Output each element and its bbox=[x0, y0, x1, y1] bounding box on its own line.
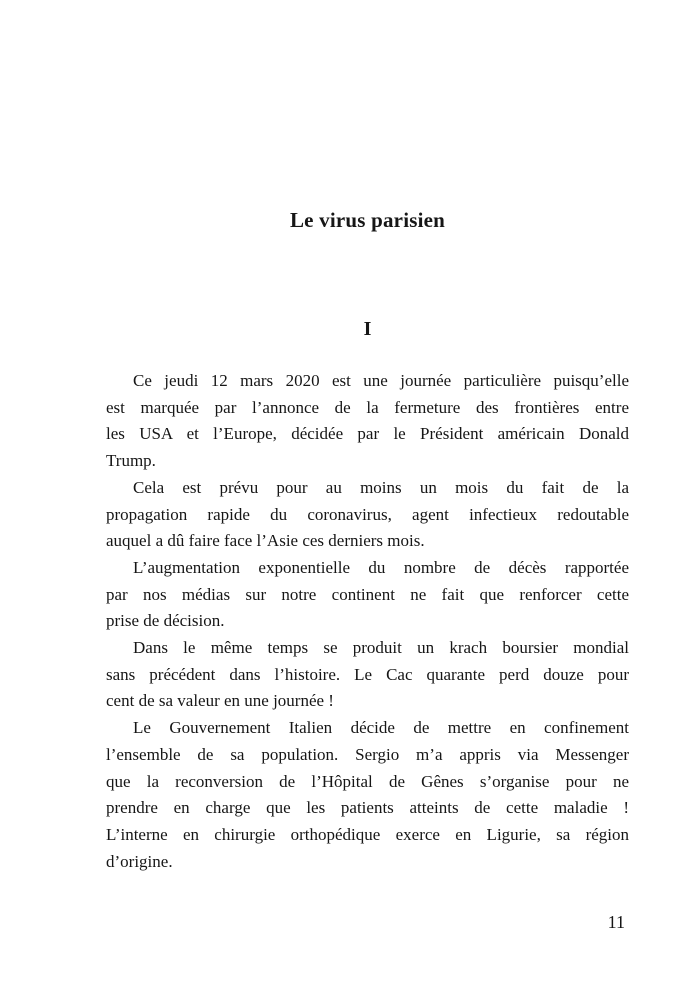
paragraph bbox=[106, 368, 629, 475]
body-text bbox=[106, 368, 629, 875]
text-line: que la reconversion de l’Hôpital de Gênes s’organise pour ne bbox=[106, 771, 629, 791]
paragraph bbox=[106, 715, 629, 875]
text-line: prise de décision. bbox=[106, 611, 225, 631]
text-line: d’origine. bbox=[106, 851, 173, 871]
book-title: Le virus parisien bbox=[289, 208, 446, 232]
chapter-number: I bbox=[363, 318, 372, 340]
text-line: propagation rapide du coronavirus, agent infectieux redoutable bbox=[106, 504, 629, 524]
text-line: les USA et l’Europe, décidée par le Président américain Donald bbox=[106, 424, 629, 444]
text-line: cent de sa valeur en une journée ! bbox=[106, 691, 334, 711]
text-line: l’ensemble de sa population. Sergio m’a appris via Messenger bbox=[106, 744, 629, 764]
text-line: Le Gouvernement Italien décide de mettre en confinement bbox=[133, 718, 629, 738]
paragraph bbox=[106, 475, 629, 555]
text-line: L’interne en chirurgie orthopédique exerce en Ligurie, sa région bbox=[106, 824, 629, 844]
paragraph bbox=[106, 555, 629, 635]
text-line: Dans le même temps se produit un krach boursier mondial bbox=[133, 638, 629, 658]
text-line: Trump. bbox=[106, 451, 156, 471]
text-line: est marquée par l’annonce de la fermeture des frontières entre bbox=[106, 397, 629, 417]
text-line: L’augmentation exponentielle du nombre de décès rapportée bbox=[133, 557, 629, 577]
text-line: prendre en charge que les patients atteints de cette maladie ! bbox=[106, 798, 629, 818]
text-line: Ce jeudi 12 mars 2020 est une journée particulière puisqu’elle bbox=[133, 371, 629, 390]
text-line: sans précédent dans l’histoire. Le Cac quarante perd douze pour bbox=[106, 664, 629, 684]
text-line: auquel a dû faire face l’Asie ces derniers mois. bbox=[106, 531, 425, 551]
text-line: Cela est prévu pour au moins un mois du fait de la bbox=[133, 477, 629, 497]
page-number: 11 bbox=[607, 912, 625, 932]
paragraph bbox=[106, 635, 629, 715]
text-line: par nos médias sur notre continent ne fait que renforcer cette bbox=[106, 584, 629, 604]
